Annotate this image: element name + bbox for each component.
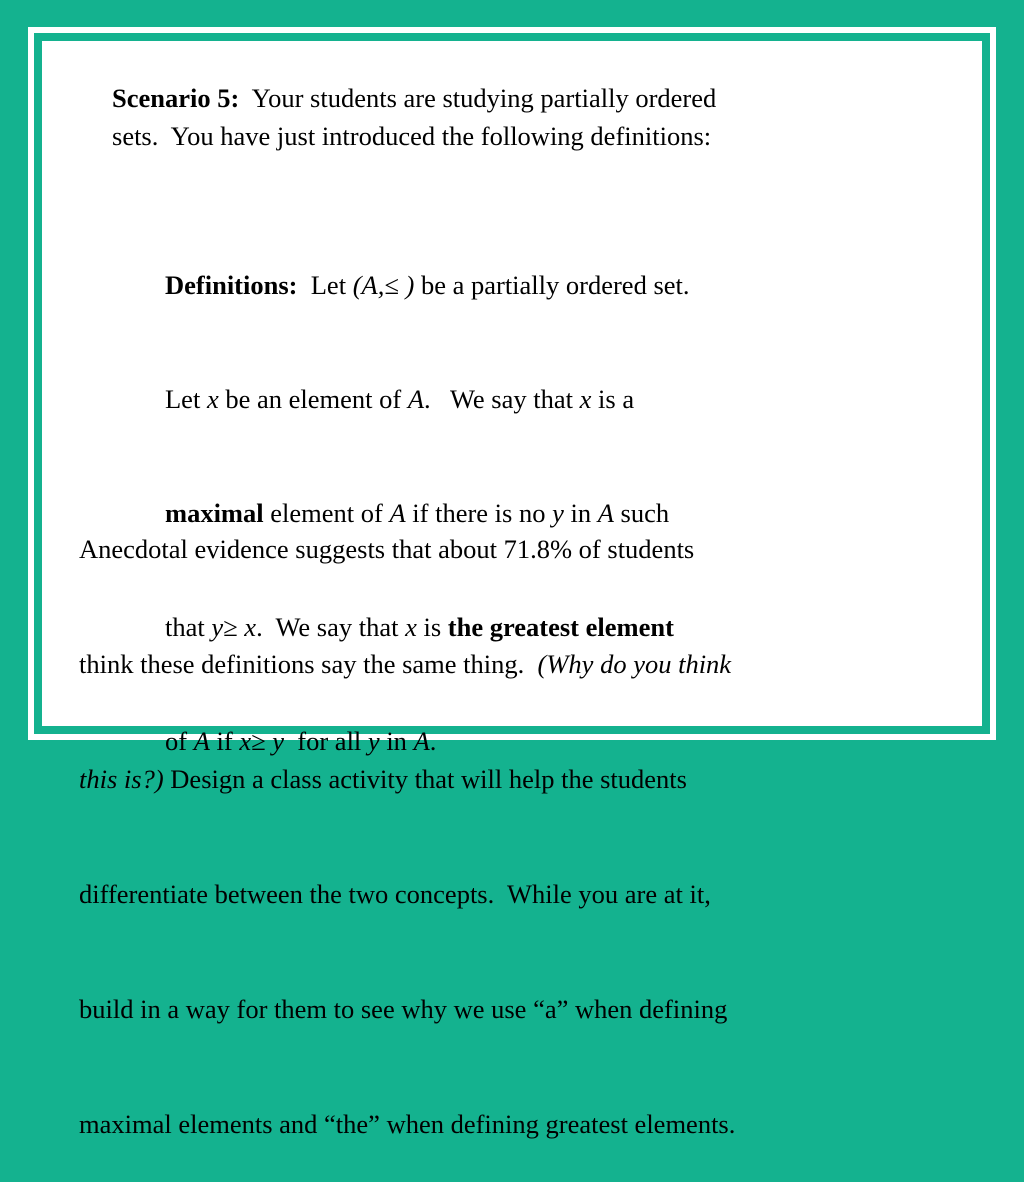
paragraph-question: (Why do you think bbox=[537, 649, 732, 679]
def-text: such bbox=[613, 498, 670, 528]
var-y: y bbox=[552, 498, 564, 528]
var-A: A bbox=[389, 498, 406, 528]
poset-symbol: (A,≤ ) bbox=[352, 270, 415, 300]
paragraph-line-2 bbox=[79, 645, 735, 684]
def-text: that bbox=[165, 612, 212, 642]
definitions-label: Definitions: bbox=[165, 270, 298, 300]
scenario-line-1 bbox=[112, 79, 716, 117]
def-text: is bbox=[416, 612, 448, 642]
term-greatest-element: the greatest element bbox=[447, 612, 674, 642]
def-text: Let bbox=[297, 270, 353, 300]
var-A: A bbox=[193, 726, 210, 756]
def-text: Let bbox=[165, 384, 207, 414]
var-A: A bbox=[413, 726, 430, 756]
def-text: . bbox=[429, 726, 437, 756]
def-text: if there is no bbox=[405, 498, 553, 528]
def-text: of bbox=[165, 726, 194, 756]
def-text: if bbox=[209, 726, 240, 756]
def-text: in bbox=[563, 498, 598, 528]
definition-line-1 bbox=[165, 266, 690, 304]
paragraph-text: think these definitions say the same thing. bbox=[79, 649, 538, 679]
paragraph-question: this is?) bbox=[79, 764, 164, 794]
paragraph-line-4: differentiate between the two concepts. While you are at it, bbox=[79, 879, 711, 909]
paragraph-line-3 bbox=[79, 760, 735, 799]
def-text: be an element of bbox=[218, 384, 408, 414]
task-paragraph bbox=[79, 454, 735, 1182]
paragraph-text: Design a class activity that will help the students bbox=[163, 764, 687, 794]
def-text: is a bbox=[591, 384, 635, 414]
var-x: x bbox=[405, 612, 417, 642]
scenario-label: Scenario 5: bbox=[112, 83, 240, 113]
def-text: in bbox=[379, 726, 414, 756]
def-text: be a partially ordered set. bbox=[414, 270, 690, 300]
def-text: element of bbox=[263, 498, 390, 528]
paragraph-line-5: build in a way for them to see why we use “a” when defining bbox=[79, 994, 728, 1024]
definition-line-2 bbox=[165, 380, 690, 418]
var-x: x bbox=[579, 384, 592, 414]
paragraph-line-6: maximal elements and “the” when defining greatest elements. bbox=[79, 1109, 736, 1139]
scenario-text: Your students are studying partially ordered bbox=[239, 83, 717, 113]
expr-y-geq-x: y≥ x bbox=[211, 612, 257, 642]
def-text: . We say that bbox=[256, 612, 406, 642]
expr-x-geq-y: x≥ y bbox=[239, 726, 285, 756]
paragraph-line-1: Anecdotal evidence suggests that about 71.8% of students bbox=[79, 534, 695, 564]
var-A: A bbox=[407, 384, 424, 414]
var-x: x bbox=[206, 384, 219, 414]
def-text: for all bbox=[284, 726, 368, 756]
var-y: y bbox=[367, 726, 380, 756]
scenario-line-2: sets. You have just introduced the following definitions: bbox=[112, 121, 712, 151]
var-A: A bbox=[597, 498, 614, 528]
scenario-block bbox=[112, 79, 716, 155]
def-text: . We say that bbox=[424, 384, 580, 414]
term-maximal: maximal bbox=[165, 498, 264, 528]
